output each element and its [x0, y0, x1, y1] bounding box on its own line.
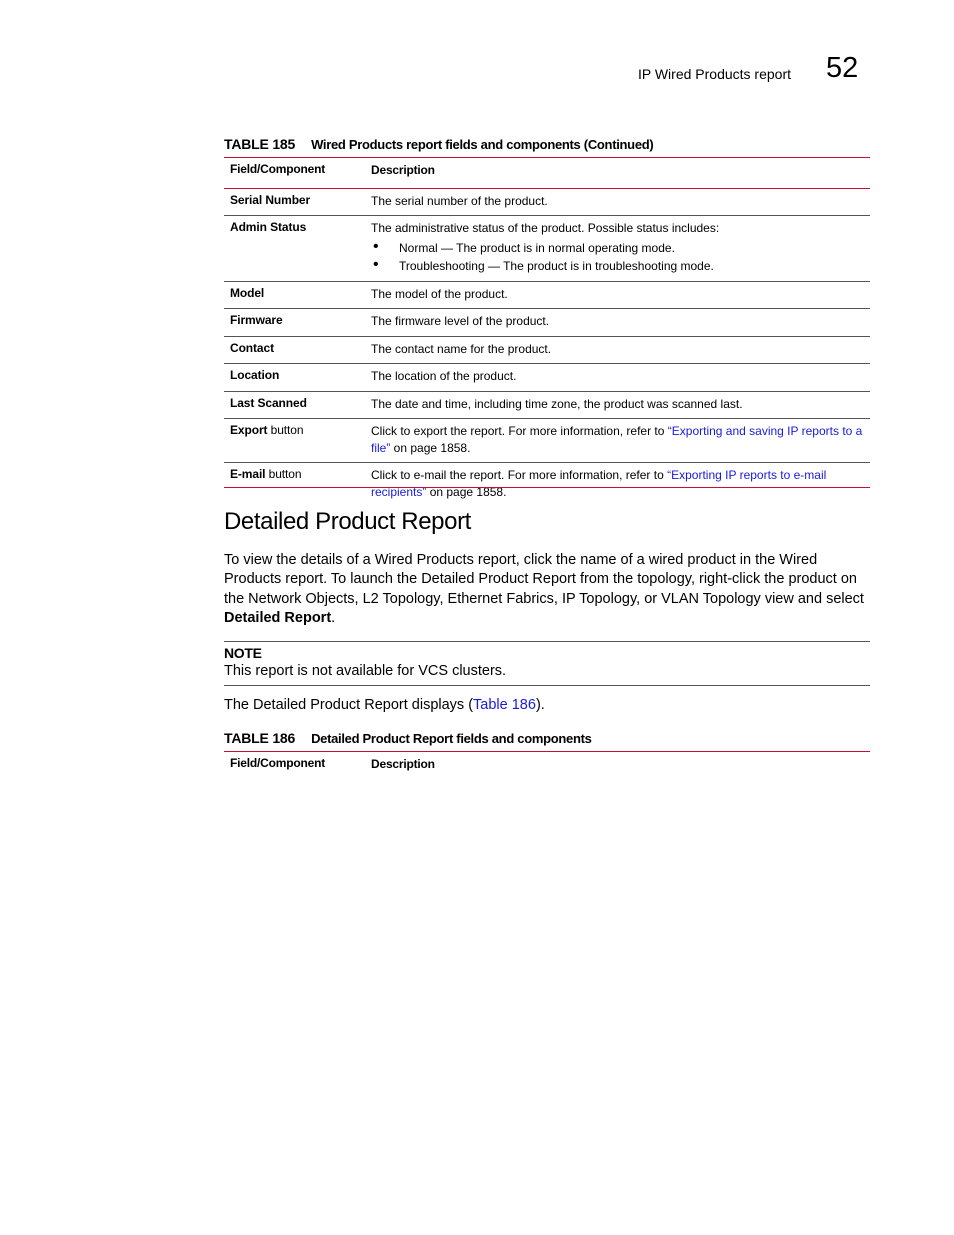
bullet-text: Troubleshooting — The product is in troubleshooting mode.	[399, 258, 714, 273]
row-description: The contact name for the product.	[370, 336, 870, 364]
bullet-text: Normal — The product is in normal operating mode.	[399, 240, 675, 255]
table-185-title: Wired Products report fields and components (Continued)	[311, 137, 654, 152]
note-bottom-rule	[224, 685, 870, 686]
table-186-caption	[224, 730, 592, 746]
row-field: Last Scanned	[224, 391, 370, 419]
displays-end: ).	[535, 697, 545, 713]
row-field	[224, 419, 370, 463]
row-description: The location of the product.	[370, 364, 870, 392]
table-row	[224, 419, 870, 463]
row-description	[370, 419, 870, 463]
export-field-suffix: button	[267, 423, 304, 437]
row-field	[224, 463, 370, 507]
displays-text: The Detailed Product Report displays (	[224, 697, 474, 713]
section-heading: Detailed Product Report	[224, 508, 471, 535]
row-field: Admin Status	[224, 216, 370, 282]
chapter-number: 52	[826, 52, 859, 84]
list-item	[371, 239, 864, 257]
paragraph-bold-menu-item: Detailed Report	[224, 609, 332, 626]
table-header-row	[224, 752, 870, 782]
table-row	[224, 336, 870, 364]
paragraph-text: To view the details of a Wired Products report, click the name of a wired product in the Wired Products report. To launch the Detailed Product Report from the topology, right-click the product on the Network Objects, L2 Topology, Ethernet Fabrics, IP Topology, or VLAN Topology view and select	[224, 552, 864, 607]
table-row	[224, 309, 870, 337]
export-desc-page: on page 1858.	[390, 440, 471, 455]
row-description	[370, 216, 870, 282]
email-desc-page: on page 1858.	[426, 484, 507, 499]
table-185	[224, 158, 870, 506]
table-186-number: TABLE 186	[224, 730, 296, 746]
table-row	[224, 391, 870, 419]
running-header-title: IP Wired Products report	[637, 66, 791, 82]
note-text: This report is not available for VCS clusters.	[224, 663, 507, 679]
email-field-name: E-mail	[230, 467, 266, 481]
column-header-description: Description	[371, 757, 435, 771]
row-description: The serial number of the product.	[370, 188, 870, 216]
row-field: Model	[224, 281, 370, 309]
column-header-field: Field/Component	[224, 158, 370, 188]
table-row	[224, 188, 870, 216]
paragraph-end: .	[331, 609, 336, 626]
row-description-text: The administrative status of the product. Possible status includes:	[371, 221, 720, 235]
export-field-name: Export	[230, 423, 268, 437]
section-paragraph	[224, 551, 874, 628]
row-description: The model of the product.	[370, 281, 870, 309]
table-186-title: Detailed Product Report fields and components	[311, 731, 592, 746]
export-cross-reference-link[interactable]: “Exporting and saving IP reports to a file”	[371, 424, 863, 455]
list-item	[371, 257, 864, 275]
table-row	[224, 463, 870, 507]
row-field: Contact	[224, 336, 370, 364]
table-185-number: TABLE 185	[224, 136, 296, 152]
row-description: The date and time, including time zone, the product was scanned last.	[370, 391, 870, 419]
row-field: Location	[224, 364, 370, 392]
table-186	[224, 752, 870, 782]
row-field: Firmware	[224, 309, 370, 337]
table-185-bottom-rule	[224, 487, 870, 488]
status-bullet-list	[371, 239, 864, 275]
table-186-link[interactable]: Table 186	[473, 697, 536, 713]
column-header-field: Field/Component	[230, 756, 325, 770]
row-description	[370, 463, 870, 507]
note-label: NOTE	[224, 645, 262, 661]
displays-sentence	[224, 696, 874, 715]
bullet-icon: •	[373, 237, 379, 255]
export-desc-text: Click to export the report. For more information, refer to	[371, 424, 668, 438]
email-cross-reference-link[interactable]: “Exporting IP reports to e-mail recipients”	[371, 468, 827, 499]
table-row	[224, 216, 870, 282]
table-row	[224, 281, 870, 309]
note-top-rule	[224, 641, 870, 642]
table-header-row	[224, 158, 870, 188]
email-field-suffix: button	[265, 467, 302, 481]
email-desc-text: Click to e-mail the report. For more information, refer to	[371, 468, 668, 482]
bullet-icon: •	[373, 255, 379, 273]
row-description: The firmware level of the product.	[370, 309, 870, 337]
column-header-description: Description	[370, 158, 870, 188]
table-row	[224, 364, 870, 392]
row-field: Serial Number	[224, 188, 370, 216]
table-185-caption	[224, 136, 653, 152]
